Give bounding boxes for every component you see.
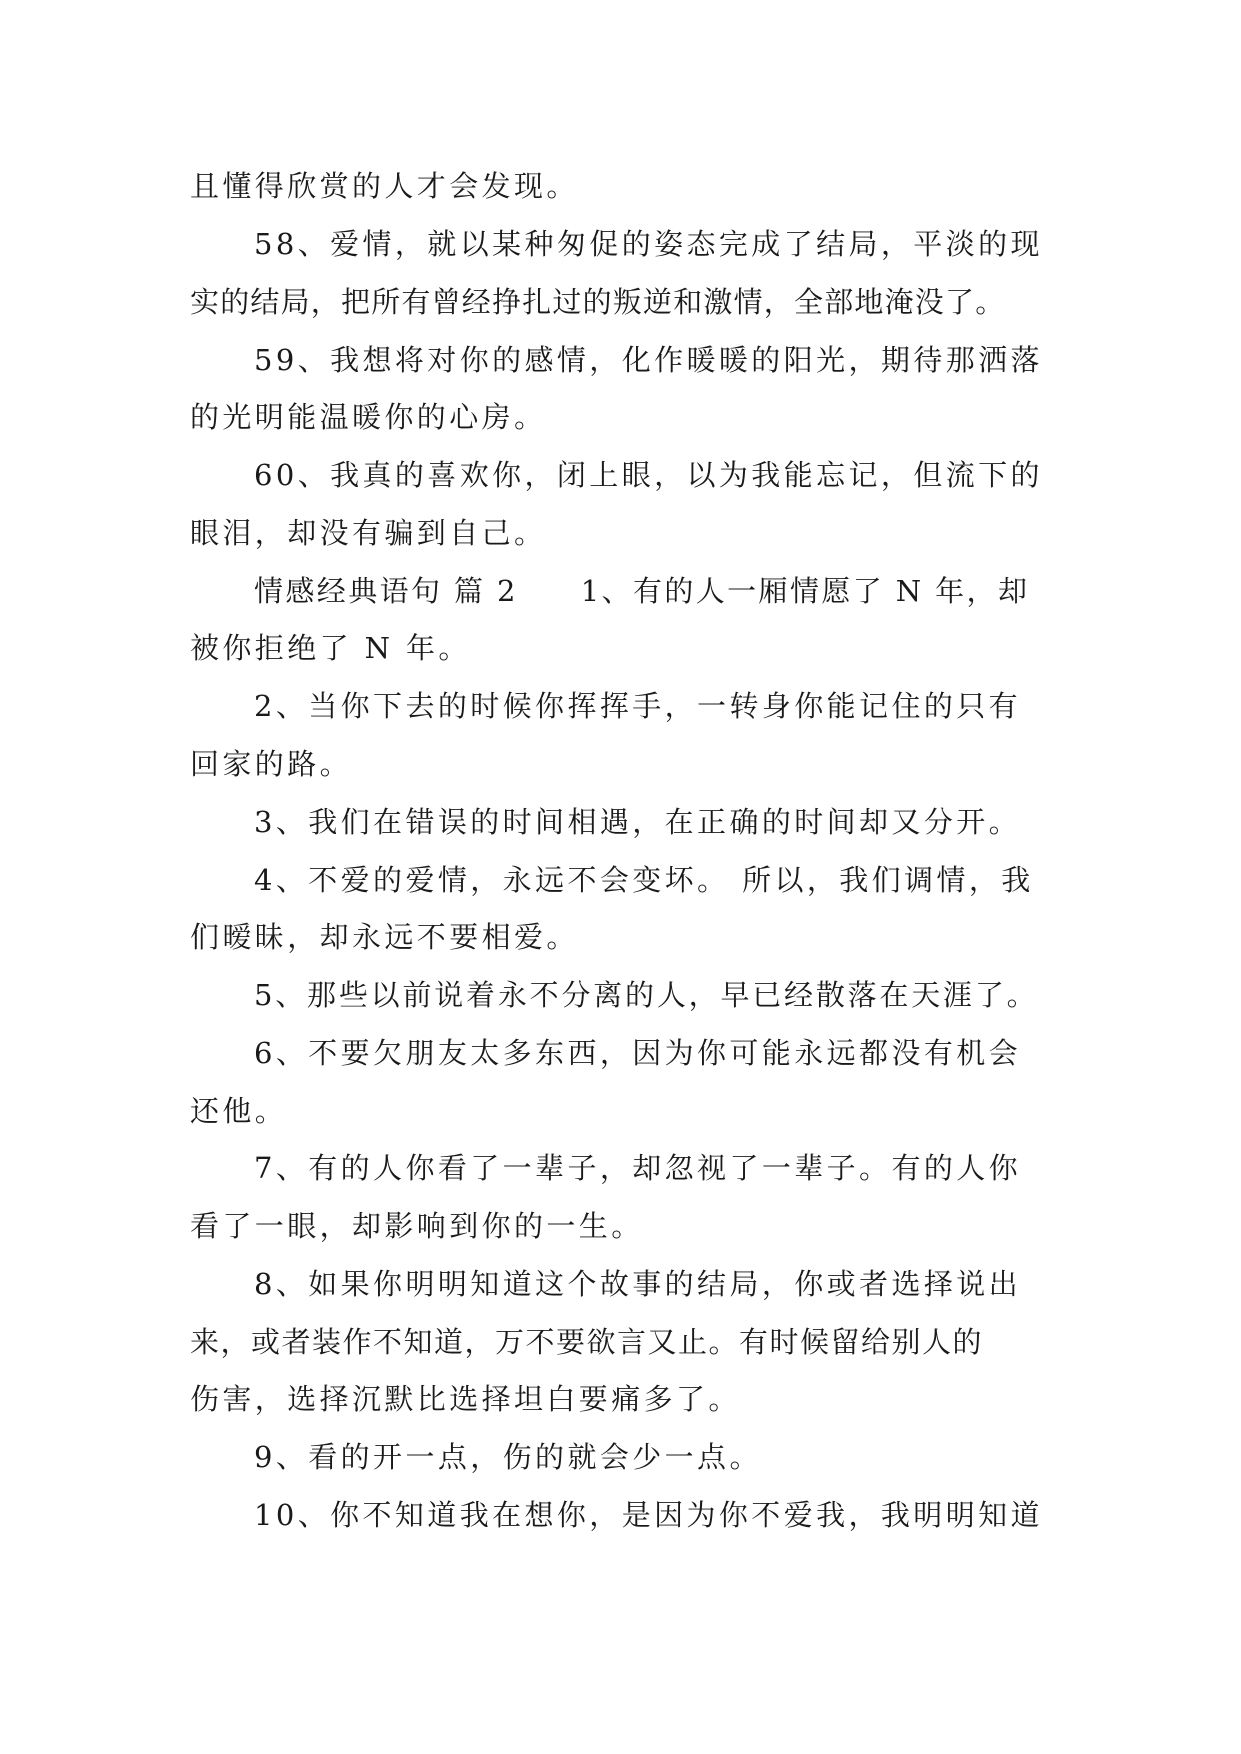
text-line: 59、我想将对你的感情，化作暖暖的阳光，期待那洒落 [254,343,1043,377]
text-line: 5、那些以前说着永不分离的人，早已经散落在天涯了。 [254,978,1039,1012]
text-line: 实的结局，把所有曾经挣扎过的叛逆和激情，全部地淹没了。 [190,285,1006,319]
text-line: 伤害，选择沉默比选择坦白要痛多了。 [190,1382,741,1416]
text-line: 2、当你下去的时候你挥挥手，一转身你能记住的只有 [254,689,1022,723]
text-line: 被你拒绝了 N 年。 [190,631,471,665]
text-line: 3、我们在错误的时间相遇，在正确的时间却又分开。 [254,805,1022,839]
text-line: 们暧昧，却永远不要相爱。 [190,920,579,954]
text-line: 且懂得欣赏的人才会发现。 [190,169,579,203]
text-line: 看了一眼，却影响到你的一生。 [190,1209,644,1243]
section-heading-line: 情感经典语句 篇 2 1、有的人一厢情愿了 N 年，却 [254,574,1030,608]
text-line: 4、不爱的爱情，永远不会变坏。 所以，我们调情，我 [254,863,1034,897]
text-line: 60、我真的喜欢你，闭上眼，以为我能忘记，但流下的 [254,458,1043,492]
text-line: 的光明能温暖你的心房。 [190,400,547,434]
text-line: 7、有的人你看了一辈子，却忽视了一辈子。有的人你 [254,1151,1022,1185]
text-line: 眼泪，却没有骗到自己。 [190,516,547,550]
text-line: 8、如果你明明知道这个故事的结局，你或者选择说出 [254,1267,1022,1301]
text-line: 来，或者装作不知道，万不要欲言又止。有时候留给别人的 [190,1325,984,1359]
text-line: 58、爱情，就以某种匆促的姿态完成了结局，平淡的现 [254,227,1043,261]
text-line: 6、不要欠朋友太多东西，因为你可能永远都没有机会 [254,1036,1022,1070]
text-line: 还他。 [190,1094,288,1128]
text-line: 10、你不知道我在想你，是因为你不爱我，我明明知道 [254,1498,1043,1532]
text-line: 9、看的开一点，伤的就会少一点。 [254,1440,762,1474]
text-line: 回家的路。 [190,747,353,781]
